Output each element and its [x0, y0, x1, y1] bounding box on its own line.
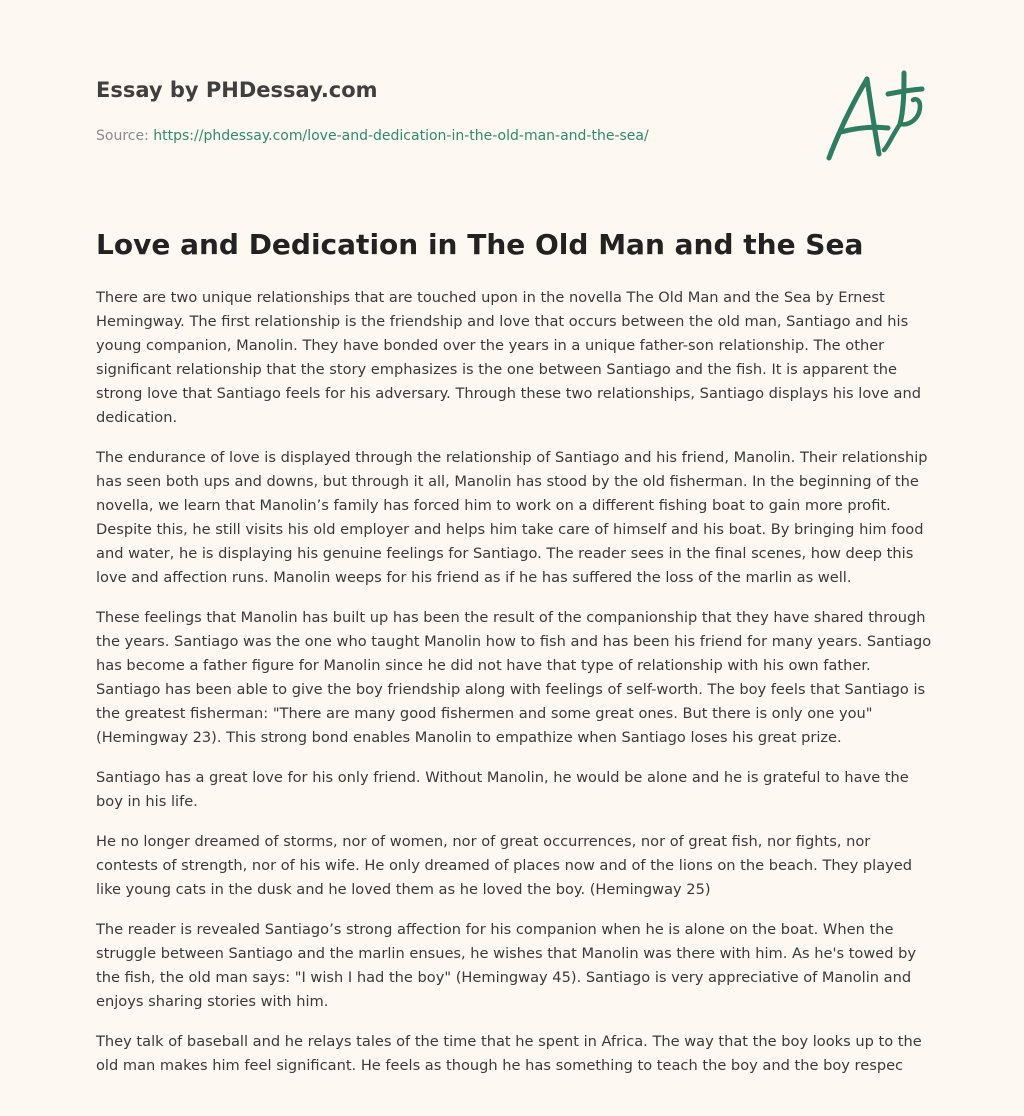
source-link[interactable]: https://phdessay.com/love-and-dedication-in-the-old-man-and-the-sea/: [153, 128, 649, 144]
page-header: [96, 76, 796, 146]
paragraph: The endurance of love is displayed through the relationship of Santiago and his friend, Manolin. Their relationship has seen both ups and downs, but through it all, Manolin has stood by the old fisherman. In the beginning of the novella, we learn that Manolin’s family has forced him to work on a different fishing boat to gain more profit. Despite this, he still visits his old employer and helps him take care of himself and his boat. By bringing him food and water, he is displaying his genuine feelings for Santiago. The reader sees in the final scenes, how deep this love and affection runs. Manolin weeps for his friend as if he has suffered the loss of the marlin as well.: [96, 449, 928, 586]
source-line: [96, 126, 796, 146]
paragraph: There are two unique relationships that are touched upon in the novella The Old Man and the Sea by Ernest Hemingway. The first relationship is the friendship and love that occurs between the old man, Santiago and his young companion, Manolin. They have bonded over the years in a unique father-son relationship. The other significant relationship that the story emphasizes is the one between Santiago and the fish. It is apparent the strong love that Santiago feels for his adversary. Through these two relationships, Santiago displays his love and dedication.: [96, 289, 921, 426]
site-brand: Essay by PHDessay.com: [96, 78, 378, 102]
paragraph: They talk of baseball and he relays tales of the time that he spent in Africa. The way that the boy looks up to the old man makes him feel significant. He feels as though he has something to teach the boy and the boy respec: [96, 1033, 922, 1074]
page-title: Love and Dedication in The Old Man and the Sea: [96, 228, 864, 261]
source-label: Source:: [96, 128, 149, 144]
paragraph: The reader is revealed Santiago’s strong affection for his companion when he is alone on the boat. When the struggle between Santiago and the marlin ensues, he wishes that Manolin was there with him. As he's towed by the fish, the old man says: "I wish I had the boy" (Hemingway 45). Santiago is very appreciative of Manolin and enjoys sharing stories with him.: [96, 921, 917, 1010]
paragraph: These feelings that Manolin has built up has been the result of the companionship that they have shared through the years. Santiago was the one who taught Manolin how to fish and has been his friend for many years. Santiago has become a father figure for Manolin since he did not have that type of relationship with his own father. Santiago has been able to give the boy friendship along with feelings of self-worth. The boy feels that Santiago is the greatest fisherman: "There are many good fishermen and some great ones. But there is only one you" (Hemingway 23). This strong bond enables Manolin to empathize when Santiago loses his great prize.: [96, 609, 932, 746]
a-plus-logo-icon: [818, 66, 930, 166]
article-body: [96, 286, 932, 1094]
paragraph: Santiago has a great love for his only friend. Without Manolin, he would be alone and he is grateful to have the boy in his life.: [96, 769, 909, 810]
paragraph: He no longer dreamed of storms, nor of women, nor of great occurrences, nor of great fish, nor fights, nor contests of strength, nor of his wife. He only dreamed of places now and of the lions on the beach. They played like young cats in the dusk and he loved them as he loved the boy. (Hemingway 25): [96, 833, 913, 898]
